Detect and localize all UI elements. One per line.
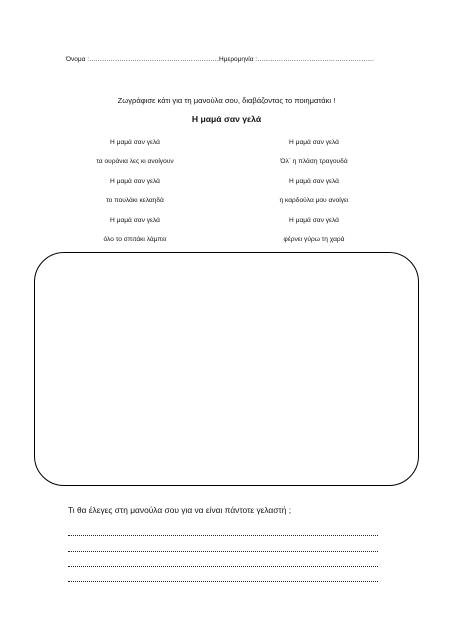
answer-line[interactable] — [68, 551, 378, 552]
question-text: Τι θα έλεγες στη μανούλα σου για να είναι πάντοτε γελαστή ; — [68, 505, 292, 515]
name-date-line[interactable]: Όνομα :……………………………………………………Ημερομηνία :……………………………………………… — [66, 56, 375, 63]
answer-line[interactable] — [68, 581, 378, 582]
poem-verse: Όλ΄ η πλάση τραγουδά — [280, 158, 348, 166]
poem-verse: η καρδούλα μου ανοίγει — [279, 197, 349, 205]
poem-verse: Η μαμά σαν γελά — [289, 216, 339, 224]
poem-verse: όλο το σπιτάκι λάμπει — [103, 235, 167, 243]
poem-verse: το πουλάκι κελαηδά — [106, 197, 164, 205]
poem-verse: Η μαμά σαν γελά — [110, 139, 160, 146]
instruction-text: Ζωγράφισε κάτι για τη μανούλα σου, διαβάζοντας το ποιηματάκι ! — [117, 96, 336, 105]
answer-line[interactable] — [68, 535, 378, 536]
poem-verse: Η μαμά σαν γελά — [110, 177, 160, 185]
poem-verse: Η μαμά σαν γελά — [110, 216, 160, 224]
answer-line[interactable] — [68, 566, 378, 567]
poem-title: Η μαμά σαν γελά — [191, 114, 262, 124]
drawing-box[interactable] — [34, 252, 419, 486]
poem-verse: φέρνει γύρω τη χαρά — [283, 235, 345, 243]
poem-verse: Η μαμά σαν γελά — [289, 177, 339, 185]
poem-right-column — [239, 139, 389, 255]
poem-verse: τα ουράνια λες κι ανοίγουν — [96, 158, 174, 166]
poem-verse: Η μαμά σαν γελά — [289, 139, 339, 146]
poem-left-column — [60, 139, 210, 255]
